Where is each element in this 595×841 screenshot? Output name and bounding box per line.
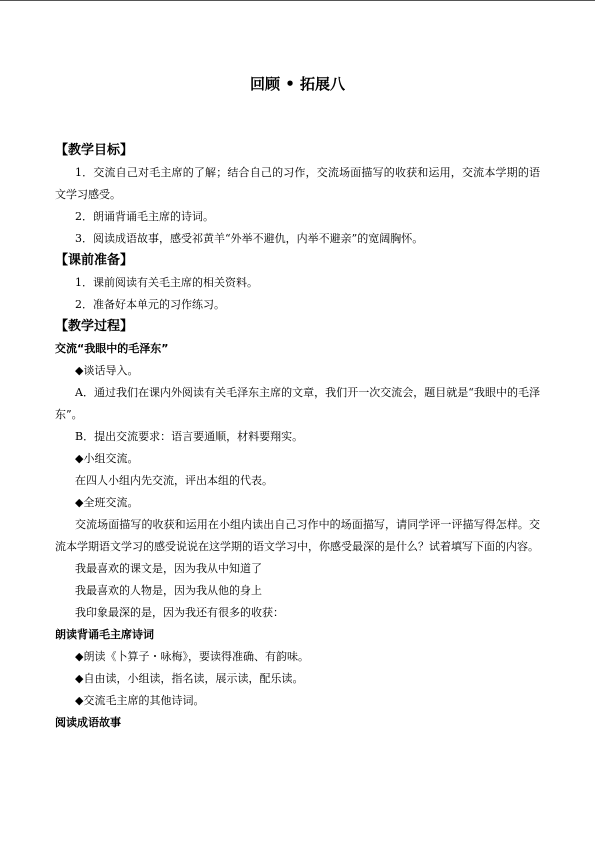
goal-item-2: 2．朗诵背诵毛主席的诗词。 [75, 210, 214, 223]
goal-item-3: 3．阅读成语故事，感受祁黄羊“外举不避仇，内举不避亲”的宽阔胸怀。 [75, 232, 424, 245]
section-heading-process: 【教学过程】 [55, 319, 134, 334]
prep-item-1: 1．课前阅读有关毛主席的相关资料。 [75, 276, 258, 289]
sub-heading-exchange: 交流“我眼中的毛泽东” [55, 342, 169, 355]
section-heading-prep: 【课前准备】 [55, 253, 134, 268]
goal-item-1: 1．交流自己对毛主席的了解；结合自己的习作，交流场面描写的收获和运用，交流本学期的语文学习感受。 [55, 166, 540, 201]
page-top-rule [0, 0, 595, 1]
group-detail: 在四人小组内先交流，评出本组的代表。 [75, 474, 273, 487]
step-b: B．提出交流要求：语言要通顺，材料要翔实。 [75, 430, 304, 443]
document-title: 回顾 • 拓展八 [249, 75, 346, 93]
sub-heading-idiom: 阅读成语故事 [55, 716, 121, 729]
bullet-poem-read: ◆朗读《卜算子・咏梅》，要读得准确、有韵味。 [75, 650, 309, 663]
bullet-poem-others: ◆交流毛主席的其他诗词。 [75, 694, 205, 707]
fill-line-1: 我最喜欢的课文是，因为我从中知道了 [75, 562, 262, 575]
step-a: A．通过我们在课内外阅读有关毛泽东主席的文章，我们开一次交流会，题目就是“我眼中的毛泽东”。 [55, 386, 540, 421]
class-detail: 交流场面描写的收获和运用在小组内读出自己习作中的场面描写，请同学评一评描写得怎样。交流本学期语文学习的感受说说在这学期的语文学习中，你感受最深的是什么？试着填写下面的内容。 [55, 518, 540, 553]
section-heading-goals: 【教学目标】 [55, 143, 134, 158]
document-body [55, 140, 540, 734]
bullet-poem-methods: ◆自由读，小组读，指名读，展示读，配乐读。 [75, 672, 304, 685]
sub-heading-poems: 朗读背诵毛主席诗词 [55, 628, 154, 641]
bullet-class: ◆全班交流。 [75, 496, 139, 509]
bullet-group: ◆小组交流。 [75, 452, 139, 465]
prep-item-2: 2．准备好本单元的习作练习。 [75, 298, 225, 311]
fill-line-2: 我最喜欢的人物是，因为我从他的身上 [75, 584, 262, 597]
bullet-intro: ◆谈话导入。 [75, 364, 139, 377]
fill-line-3: 我印象最深的是，因为我还有很多的收获： [75, 606, 284, 619]
